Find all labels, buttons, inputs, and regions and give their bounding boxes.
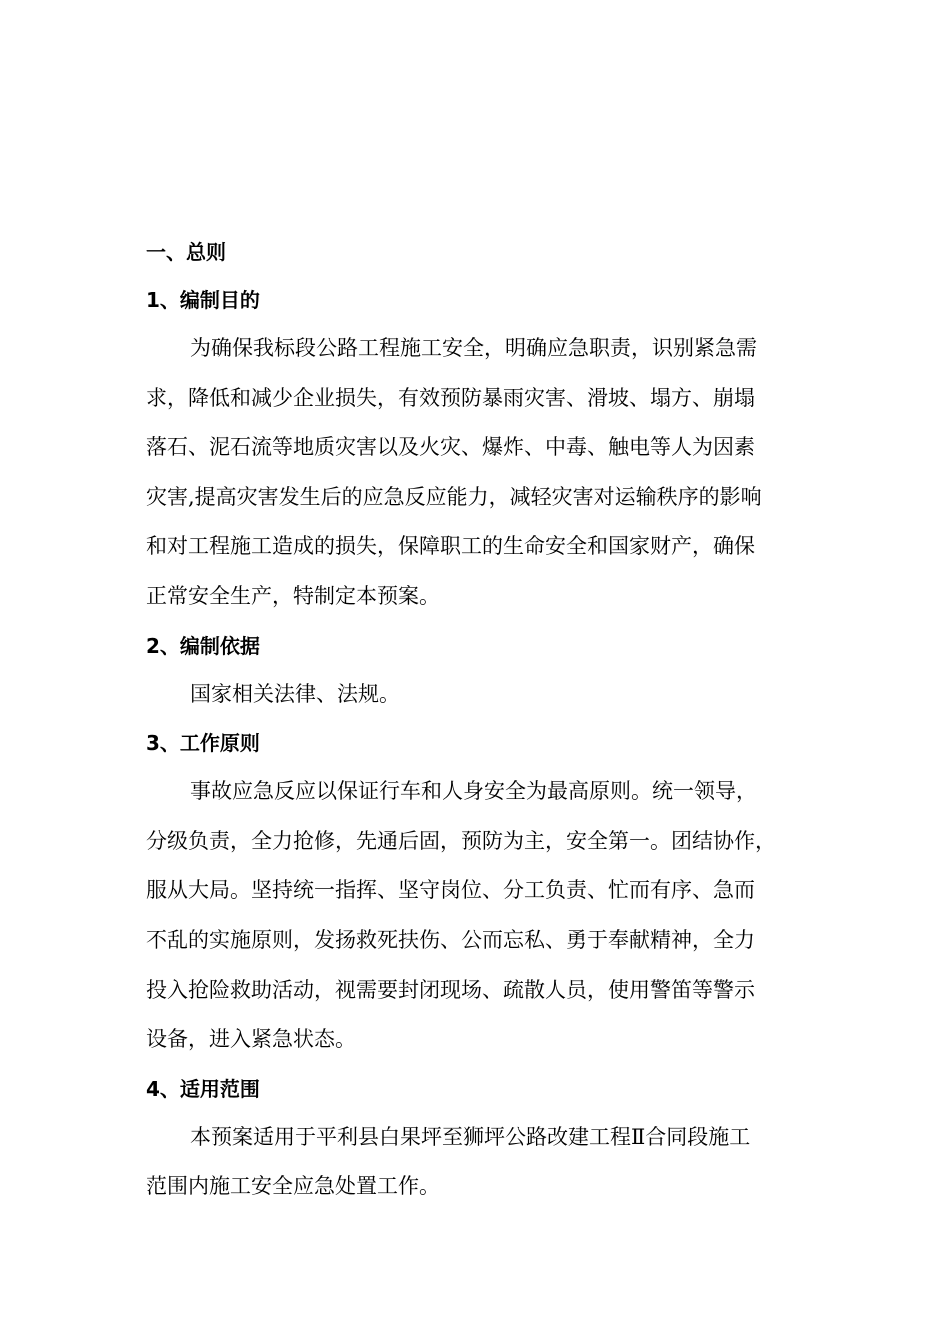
section-heading-basis: 2、编制依据 bbox=[146, 633, 260, 658]
text-line: 服从大局。坚持统一指挥、坚守岗位、分工负责、忙而有序、急而 bbox=[146, 878, 755, 903]
section-heading-scope: 4、适用范围 bbox=[146, 1076, 260, 1101]
text-line: 灾害,提高灾害发生后的应急反应能力，减轻灾害对运输秩序的影响 bbox=[146, 484, 762, 509]
section-heading-purpose: 1、编制目的 bbox=[146, 288, 260, 312]
text-line: 和对工程施工造成的损失，保障职工的生命安全和国家财产，确保 bbox=[146, 534, 755, 559]
text-line: 为确保我标段公路工程施工安全，明确应急职责，识别紧急需 bbox=[190, 336, 757, 360]
document-page bbox=[146, 228, 826, 1212]
text-line: 范围内施工安全应急处置工作。 bbox=[146, 1174, 440, 1199]
chapter-heading: 一、总则 bbox=[146, 240, 226, 264]
paragraph-basis bbox=[146, 670, 826, 720]
text-line: 国家相关法律、法规。 bbox=[190, 681, 400, 706]
text-line: 投入抢险救助活动，视需要封闭现场、疏散人员，使用警笛等警示 bbox=[146, 977, 755, 1002]
paragraph-purpose bbox=[146, 324, 826, 622]
text-line: 求，降低和减少企业损失，有效预防暴雨灾害、滑坡、塌方、崩塌 bbox=[146, 385, 755, 410]
text-line: 不乱的实施原则，发扬救死扶伤、公而忘私、勇于奉献精神，全力 bbox=[146, 927, 755, 952]
text-line: 事故应急反应以保证行车和人身安全为最高原则。统一领导， bbox=[190, 779, 757, 804]
text-line: 分级负责，全力抢修，先通后固，预防为主，安全第一。团结协作， bbox=[146, 828, 776, 853]
section-heading-principles: 3、工作原则 bbox=[146, 731, 260, 756]
paragraph-scope bbox=[146, 1113, 826, 1212]
text-line: 正常安全生产，特制定本预案。 bbox=[146, 583, 440, 608]
text-line: 设备，进入紧急状态。 bbox=[146, 1027, 356, 1052]
paragraph-principles bbox=[146, 767, 826, 1065]
text-line: 本预案适用于平利县白果坪至狮坪公路改建工程Ⅱ合同段施工 bbox=[190, 1124, 751, 1149]
text-line: 落石、泥石流等地质灾害以及火灾、爆炸、中毒、触电等人为因素 bbox=[146, 435, 755, 460]
